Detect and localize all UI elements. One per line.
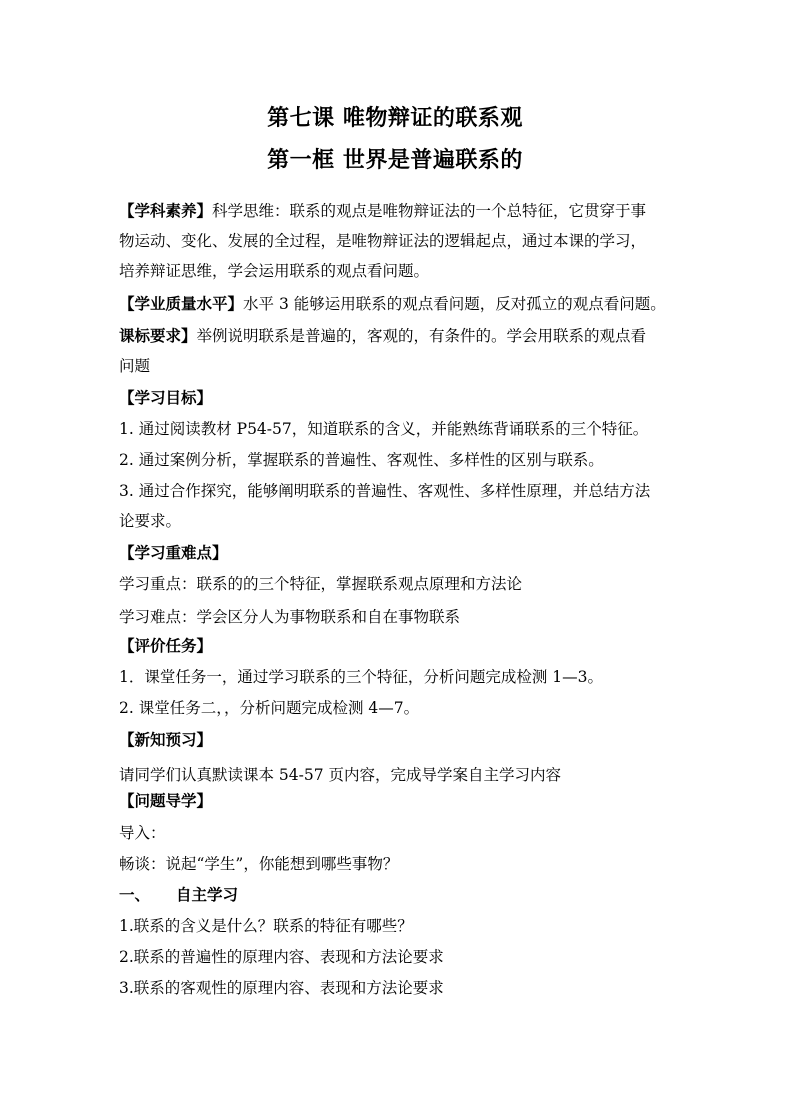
tasks-heading: 【评价任务】	[119, 636, 213, 655]
standard-line-1	[119, 325, 646, 347]
section-title: 第一框 世界是普遍联系的	[267, 147, 523, 173]
standard-label: 课标要求】	[119, 326, 197, 345]
self-study-number: 一、	[119, 885, 151, 904]
objective-item: 1. 通过阅读教材 P54-57，知道联系的含义，并能熟练背诵联系的三个特征。	[119, 420, 649, 438]
guide-talk: 畅谈：说起“学生”，你能想到哪些事物？	[119, 855, 399, 873]
preview-heading: 【新知预习】	[119, 730, 213, 749]
preview-text: 请同学们认真默读课本 54-57 页内容，完成导学案自主学习内容	[119, 766, 562, 784]
key-points-difficulty: 学习难点：学会区分人为事物联系和自在事物联系	[119, 608, 461, 626]
self-study-item: 3.联系的客观性的原理内容、表现和方法论要求	[119, 979, 444, 997]
task-item: 1．课堂任务一，通过学习联系的三个特征，分析问题完成检测 1—3。	[119, 668, 604, 686]
quality-label: 【学业质量水平】	[119, 294, 244, 313]
self-study-heading	[119, 884, 238, 906]
self-study-item: 2.联系的普遍性的原理内容、表现和方法论要求	[119, 948, 444, 966]
objective-item: 2. 通过案例分析，掌握联系的普遍性、客观性、多样性的区别与联系。	[119, 451, 604, 469]
standard-text: 举例说明联系是普遍的，客观的，有条件的。学会用联系的观点看	[196, 327, 647, 345]
quality-text: 水平 3 能够运用联系的观点看问题，反对孤立的观点看问题。	[243, 295, 666, 313]
task-item: 2. 课堂任务二，，分析问题完成检测 4—7。	[119, 699, 420, 717]
self-study-item: 1.联系的含义是什么？联系的特征有哪些？	[119, 917, 413, 935]
literacy-line-3: 培养辩证思维，学会运用联系的观点看问题。	[119, 262, 430, 280]
literacy-label: 【学科素养】	[119, 201, 213, 220]
objectives-heading: 【学习目标】	[119, 388, 213, 407]
literacy-line-1	[119, 200, 646, 222]
literacy-text: 科学思维：联系的观点是唯物辩证法的一个总特征，它贯穿于事	[212, 202, 647, 220]
literacy-line-2: 物运动、变化、发展的全过程，是唯物辩证法的逻辑起点，通过本课的学习，	[119, 232, 647, 250]
standard-line-2: 问题	[119, 357, 151, 375]
guide-heading: 【问题导学】	[119, 791, 213, 810]
lesson-title: 第七课 唯物辩证的联系观	[267, 105, 523, 131]
key-points-focus: 学习重点：联系的的三个特征，掌握联系观点原理和方法论	[119, 575, 523, 593]
self-study-title: 自主学习	[176, 885, 239, 904]
key-points-heading: 【学习重难点】	[119, 543, 228, 562]
objective-item: 论要求。	[119, 512, 182, 530]
guide-intro: 导入：	[119, 824, 166, 842]
objective-item: 3. 通过合作探究，能够阐明联系的普遍性、客观性、多样性原理，并总结方法	[119, 482, 651, 500]
quality-line	[119, 293, 666, 315]
